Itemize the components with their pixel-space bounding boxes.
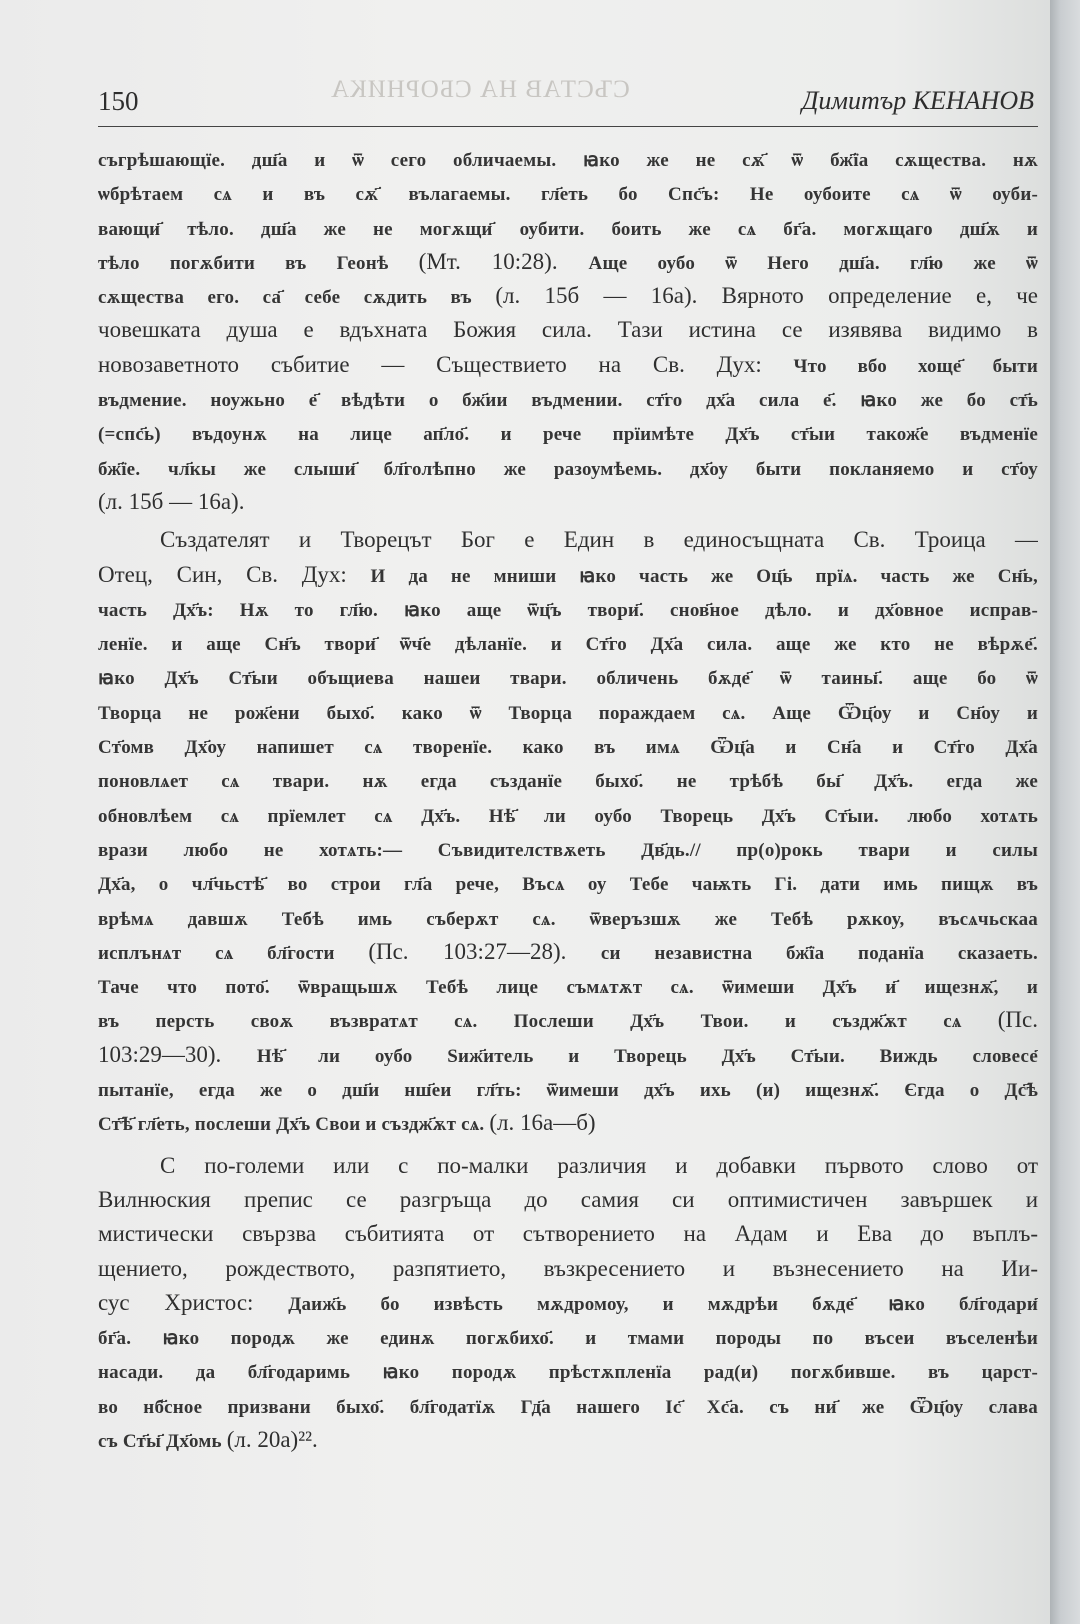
church-slavonic-quote: Дх҃а, о чл҃чьстѣ҃ во строи гл҃а рече, Въсѧ оу Тебе чаѭть Гі. дати имь пищѫ въ (98, 874, 1038, 896)
book-spine-edge (1050, 0, 1080, 1624)
bulgarian-text: сус Христос: (98, 1289, 289, 1315)
church-slavonic-quote: поновлѧет сѧ твари. нѫ егда създанїе быхо҃. не трѣбѣ бы҃ Дх҃ъ. егда же (98, 771, 1038, 793)
text-line (98, 313, 1038, 347)
text-line (98, 729, 1038, 763)
church-slavonic-quote: Ст҃омв Дх҃оу напишет сѧ творенїе. како въ имѧ Ѿц҃а и Сн҃а и Ст҃го Дх҃а (98, 737, 1038, 759)
bulgarian-text: (Пс. (997, 1007, 1038, 1033)
church-slavonic-quote: врѣмѧ давшѫ Тебѣ имь съберѫт сѧ. ѿверъзшѫ же Тебѣ рѫкоу, въсѧчьскаа (98, 908, 1038, 930)
church-slavonic-quote: Что вбо хоще҃ быти (793, 355, 1038, 377)
text-line (98, 935, 1038, 969)
text-line (98, 1183, 1038, 1217)
text-line (98, 382, 1038, 416)
bulgarian-text: мистически свързва събитията от сътворението на Адам и Ева до въплъ- (98, 1221, 1038, 1247)
church-slavonic-quote: бж҃їе. чл҃кы же слыши҃ бл҃голѣпно же разоумѣемь. дх҃оу быти покланяемо и ст҃оу (98, 458, 1038, 480)
church-slavonic-quote: съгрѣшающїе. дш҃а и ѿ сего обличаемы. ꙗко же не сѫ҃ ѿ бж҃їа сѫщества. нѫ (98, 150, 1038, 171)
body-text (98, 142, 1038, 1457)
text-line (98, 348, 1038, 382)
text-line (98, 451, 1038, 485)
church-slavonic-quote: Аще оубо ѿ Него дш҃а. гл҃ю же ѿ (588, 252, 1038, 274)
church-slavonic-quote: врази любо не хотѧть:— Съвидителствѫеть Дв҃дь.// пр(о)рокь твари и силы (98, 839, 1038, 861)
bulgarian-text: новозаветното събитие — Съществието на Св. Дух: (98, 351, 794, 377)
text-line (98, 523, 1038, 557)
church-slavonic-quote: Ст҃ѣ҃ гл҃еть, послеши Дх҃ъ Свои и създж҃ѫт сѧ. (98, 1114, 490, 1136)
church-slavonic-quote: исплънѧт сѧ бл҃гости (98, 942, 369, 964)
text-line (98, 1252, 1038, 1286)
church-slavonic-quote: сѫщества его. са҃ себе сѫдить въ (98, 287, 496, 309)
bulgarian-text: С по-големи или с по-малки различия и добавки първото слово от (160, 1152, 1038, 1178)
church-slavonic-quote: ленїе. и аще Сн҃ъ твори҃ ѿч҃е дѣланїе. и Ст҃го Дх҃а сила. аще же кто не вѣрѫе҃. (98, 634, 1038, 656)
text-line (98, 1106, 1038, 1140)
church-slavonic-quote: вающи҃ тѣло. дш҃а же не могѫщи҃ оубити. боить же сѧ бг҃а. могѫщаго дш҃ѫ и (98, 218, 1038, 240)
text-line (98, 279, 1038, 313)
text-line (98, 695, 1038, 729)
text-line (98, 211, 1038, 245)
text-line (98, 485, 1038, 519)
text-line (98, 660, 1038, 694)
text-line (98, 176, 1038, 210)
church-slavonic-quote: ѡбрѣтаем сѧ и въ сѫ҃ вълагаемы. гл҃еть бо Спс҃ъ: Не оубоите сѧ ѿ оуби- (98, 184, 1038, 206)
text-line (98, 142, 1038, 176)
church-slavonic-quote: Творца не рож҃ени быхо҃. како ѿ Творца пораждаем сѧ. Аще Ѿц҃оу и Сн҃оу и (98, 702, 1038, 724)
text-line (98, 1389, 1038, 1423)
bulgarian-text: 103:29—30). (98, 1041, 257, 1067)
text-line (98, 1423, 1038, 1457)
text-line (98, 901, 1038, 935)
church-slavonic-quote: обновлѣем сѧ прїемлет сѧ Дх҃ъ. Нѣ҃ ли оубо Творець Дх҃ъ Ст҃ыи. любо хотѧть (98, 805, 1038, 827)
text-line (98, 969, 1038, 1003)
page-header (98, 82, 1038, 127)
church-slavonic-quote: въ персть своѫ възвратѧт сѧ. Послеши Дх҃ъ Твои. и създж҃ѫт сѧ (98, 1011, 998, 1033)
text-line (98, 763, 1038, 797)
text-line (98, 1038, 1038, 1072)
bulgarian-text: човешката душа е вдъхната Божия сила. Тази истина се изявява видимо в (98, 317, 1038, 343)
church-slavonic-quote: Нѣ҃ ли оубо Ѕиж҃итель и Творець Дх҃ъ Ст҃ыи. Виждь словесе҃ (256, 1045, 1038, 1067)
text-line (98, 1320, 1038, 1354)
bulgarian-text: (л. 20а) (226, 1426, 299, 1452)
bulgarian-text: (Мт. 10:28). (418, 248, 589, 274)
text-line (98, 1354, 1038, 1388)
paragraph-3 (98, 1149, 1038, 1458)
church-slavonic-quote: тѣло погѫбити въ Геонѣ (98, 252, 419, 274)
bulgarian-text: Вилнюския препис се разгръща до самия си оптимистичен завършек и (98, 1186, 1038, 1212)
paragraph-1 (98, 142, 1038, 519)
text-line (98, 245, 1038, 279)
church-slavonic-quote: си независтна бж҃їа поданїа сказаеть. (600, 942, 1038, 964)
text-line (98, 1003, 1038, 1037)
bulgarian-text: (Пс. 103:27—28). (368, 938, 601, 964)
church-slavonic-quote: насади. да бл҃годаримь ꙗко породѫ прѣстѫпленїа рад(и) погѫбивше. въ царст- (98, 1362, 1038, 1384)
church-slavonic-quote: (=спс҃ь) въдоунѫ на лице ап҃ло҃. и рече прїимѣте Дх҃ъ ст҃ыи також҃е въдменїе (98, 424, 1038, 446)
church-slavonic-quote: пытанїе, егда же о дш҃и нш҃еи гл҃ть: ѿимеши дх҃ъ ихь (и) ищезнѫ҃. Єгда о Дс҃ѣ (98, 1080, 1038, 1102)
church-slavonic-quote: во нб҃сное призвани быхо҃. бл҃годатїѫ Гд҃а нашего Іс҃ Хс҃а. съ ни҃ же Ѿц҃оу слава (98, 1396, 1038, 1418)
church-slavonic-quote: часть Дх҃ъ: Нѫ то гл҃ю. ꙗко аще ѿц҃ъ твори҃. снов҃ное дѣло. и дх҃овное исправ- (98, 599, 1038, 621)
bulgarian-text: Отец, Син, Св. Дух: (98, 561, 371, 587)
church-slavonic-quote: ꙗко Дх҃ъ Ст҃ыи объщиева нашеи твари. обличень бѫде҃ ѿ таины҃. аще бо ѿ (98, 668, 1038, 690)
paragraph-2 (98, 523, 1038, 1140)
church-slavonic-quote: Даиж҃ь бо извѣсть мѫдромоу, и мѫдрѣи бѫде҃ ꙗко бл҃годари҃ (288, 1293, 1038, 1315)
running-head: Димитър КЕНАНОВ (801, 86, 1034, 115)
text-line (98, 1217, 1038, 1251)
text-line (98, 1072, 1038, 1106)
text-line (98, 1286, 1038, 1320)
bulgarian-text: Създателят и Творецът Бог е Един в единосъщната Св. Троица — (160, 527, 1038, 553)
church-slavonic-quote: съ Ст҃ы҃ Дх҃омь (98, 1430, 227, 1452)
bulgarian-text: щението, рождеството, разпятието, възкресението и възнесението на Ии- (98, 1255, 1038, 1281)
bulgarian-text: (л. 15б — 16а). Вярното определение е, че (495, 283, 1038, 309)
bleed-through-text: СЪСТАВ НА СБОРНИКА (330, 76, 630, 103)
bulgarian-text: (л. 16а—б) (489, 1110, 596, 1136)
text-line (98, 832, 1038, 866)
text-line (98, 866, 1038, 900)
page-number: 150 (98, 86, 139, 116)
church-slavonic-quote: бг҃а. ꙗко породѫ же единѫ погѫбихо҃. и тмами породы по въсеи въселенѣи (98, 1328, 1038, 1350)
church-slavonic-quote: въдмение. ноужьно е҃ вѣдѣти о бж҃ии въдмении. ст҃го дх҃а сила е҃. ꙗко же бо ст҃ь (98, 390, 1038, 412)
bulgarian-text: ²². (298, 1426, 318, 1452)
text-line (98, 1149, 1038, 1183)
text-line (98, 592, 1038, 626)
text-line (98, 798, 1038, 832)
church-slavonic-quote: Таче что пото҃. ѿвращьшѫ Тебѣ лице съмѧтѫт сѧ. ѿимеши Дх҃ъ и҃ ищезнѫ҃, и (98, 977, 1038, 999)
text-line (98, 626, 1038, 660)
church-slavonic-quote: И да не мниши ꙗко часть же Оц҃ь прїѧ. часть же Сн҃ь, (370, 565, 1038, 587)
text-line (98, 558, 1038, 592)
bulgarian-text: (л. 15б — 16а). (98, 488, 245, 514)
text-line (98, 416, 1038, 450)
